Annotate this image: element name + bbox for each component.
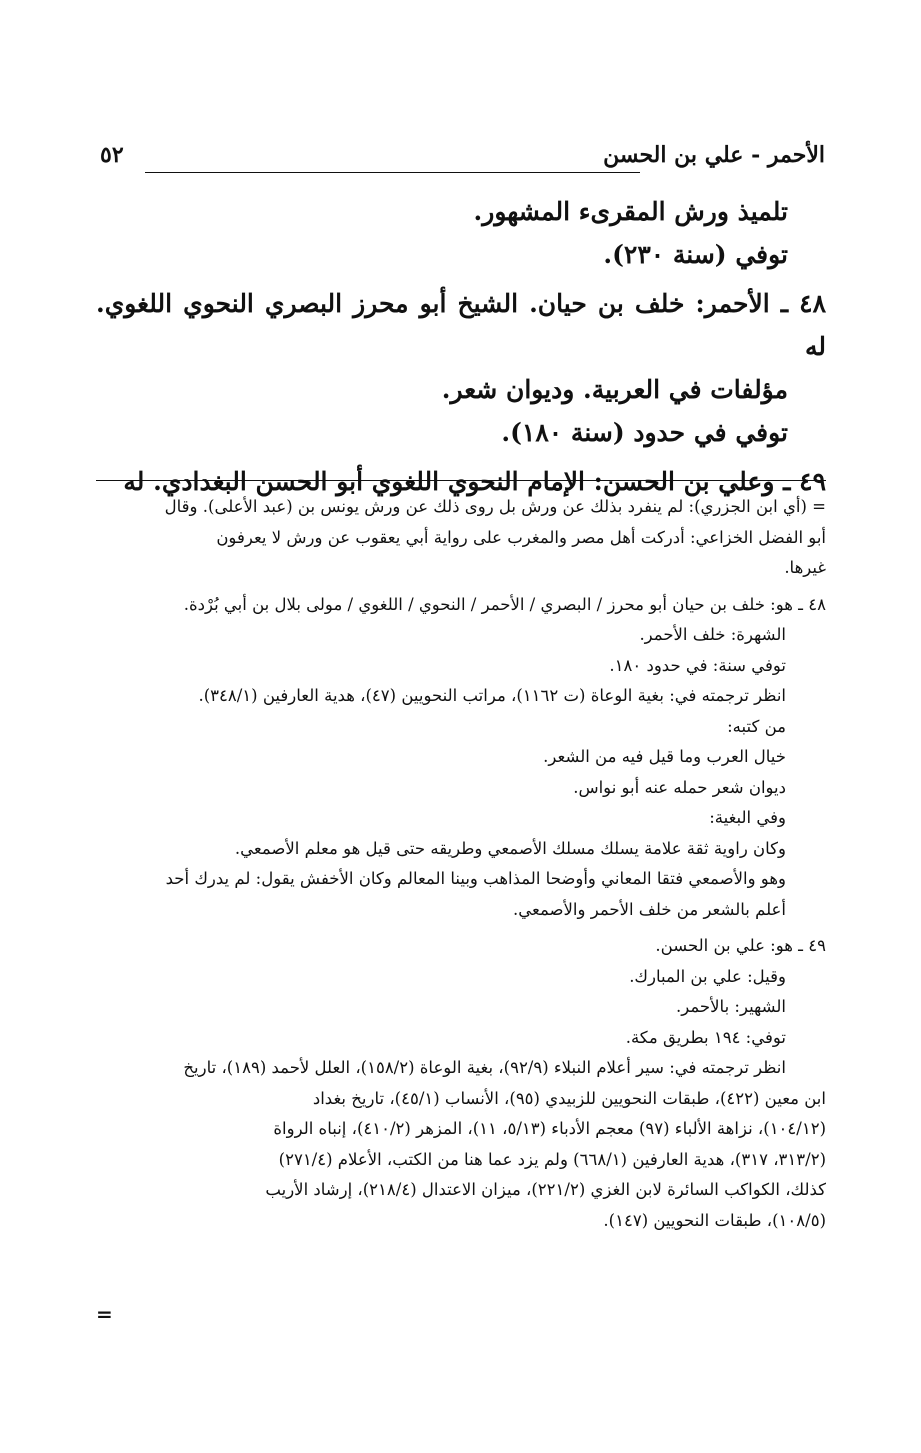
footnote-line: = (أي ابن الجزري): لم ينفرد بذلك عن ورش بل روى ذلك عن ورش يونس بن (عبد الأعلى). وقال [164, 497, 826, 516]
main-line: مؤلفات في العربية. وديوان شعر. [441, 375, 788, 404]
page-number: ٥٢ [100, 142, 124, 168]
footnote-48-heading: ٤٨ ـ هو: خلف بن حيان أبو محرز / البصري / الأحمر / النحوي / اللغوي / مولى بلال بن أبي بُرْدة. [183, 594, 826, 614]
footnote-line: أبو الفضل الخزاعي: أدركت أهل مصر والمغرب على رواية أبي يعقوب عن ورش لا يعرفون [216, 527, 826, 547]
main-line: توفي (سنة ٢٣٠). [603, 240, 788, 269]
continuation-mark: = [96, 1302, 113, 1326]
main-line: توفي في حدود (سنة ١٨٠). [501, 418, 788, 447]
page-header [100, 142, 825, 182]
footnote-line: غيرها. [784, 558, 826, 577]
footnote-line: (١٠٨/٥)، طبقات النحويين (١٤٧). [603, 1210, 826, 1230]
footnote-separator [96, 480, 826, 481]
main-line: تلميذ ورش المقرىء المشهور. [473, 197, 788, 226]
footnote-line: من كتبه: [727, 716, 786, 736]
footnote-line: وكان راوية ثقة علامة يسلك مسلك الأصمعي وطريقه حتى قيل هو معلم الأصمعي. [234, 838, 786, 858]
footnote-line: وقيل: علي بن المبارك. [629, 966, 786, 986]
footnote-line: انظر ترجمته في: بغية الوعاة (ت ١١٦٢)، مراتب النحويين (٤٧)، هدية العارفين (٣٤٨/١). [198, 686, 786, 705]
footnote-line: توفي: ١٩٤ بطريق مكة. [625, 1027, 786, 1047]
footnote-line: أعلم بالشعر من خلف الأحمر والأصمعي. [513, 899, 786, 919]
header-rule [145, 172, 640, 173]
running-title: الأحمر - علي بن الحسن [603, 142, 825, 168]
entry-49-line: ٤٩ ـ وعلي بن الحسن: الإمام النحوي اللغوي أبو الحسن البغدادي. له [123, 467, 826, 496]
footnote-line: الشهرة: خلف الأحمر. [639, 625, 786, 644]
footnote-line: ابن معين (٤٢٢)، طبقات النحويين للزبيدي (٩٥)، الأنساب (٤٥/١)، تاريخ بغداد [312, 1088, 826, 1108]
footnote-line: (٣١٣/٢، ٣١٧)، هدية العارفين (٦٦٨/١) ولم يزد عما هنا من الكتب، الأعلام (٢٧١/٤) [278, 1149, 826, 1169]
footnote-49-heading: ٤٩ ـ هو: علي بن الحسن. [655, 936, 826, 955]
footnote-line: الشهير: بالأحمر. [676, 997, 786, 1016]
footnote-line: وفي البغية: [709, 808, 786, 827]
entry-48-line: ٤٨ ـ الأحمر: خلف بن حيان. الشيخ أبو محرز البصري النحوي اللغوي. له [96, 289, 826, 361]
footnote-line: كذلك، الكواكب السائرة لابن الغزي (٢٢١/٢)، ميزان الاعتدال (٢١٨/٤)، إرشاد الأريب [265, 1180, 826, 1199]
footnote-line: وهو والأصمعي فتقا المعاني وأوضحا المذاهب وبينا المعالم وكان الأخفش يقول: لم يدرك أحد [165, 869, 786, 888]
footnote-line: (١٠٤/١٢)، نزاهة الألباء (٩٧) معجم الأدباء (٥/١٣، ١١)، المزهر (٤١٠/٢)، إنباه الرواة [273, 1119, 826, 1138]
footnote-line: ديوان شعر حمله عنه أبو نواس. [573, 777, 786, 797]
footnote-line: توفي سنة: في حدود ١٨٠. [609, 655, 786, 675]
footnote-line: انظر ترجمته في: سير أعلام النبلاء (٩٢/٩)، بغية الوعاة (١٥٨/٢)، العلل لأحمد (١٨٩)، تاريخ [183, 1058, 786, 1077]
main-text [96, 190, 826, 503]
footnotes [96, 492, 826, 1236]
footnote-line: خيال العرب وما قيل فيه من الشعر. [543, 747, 786, 766]
